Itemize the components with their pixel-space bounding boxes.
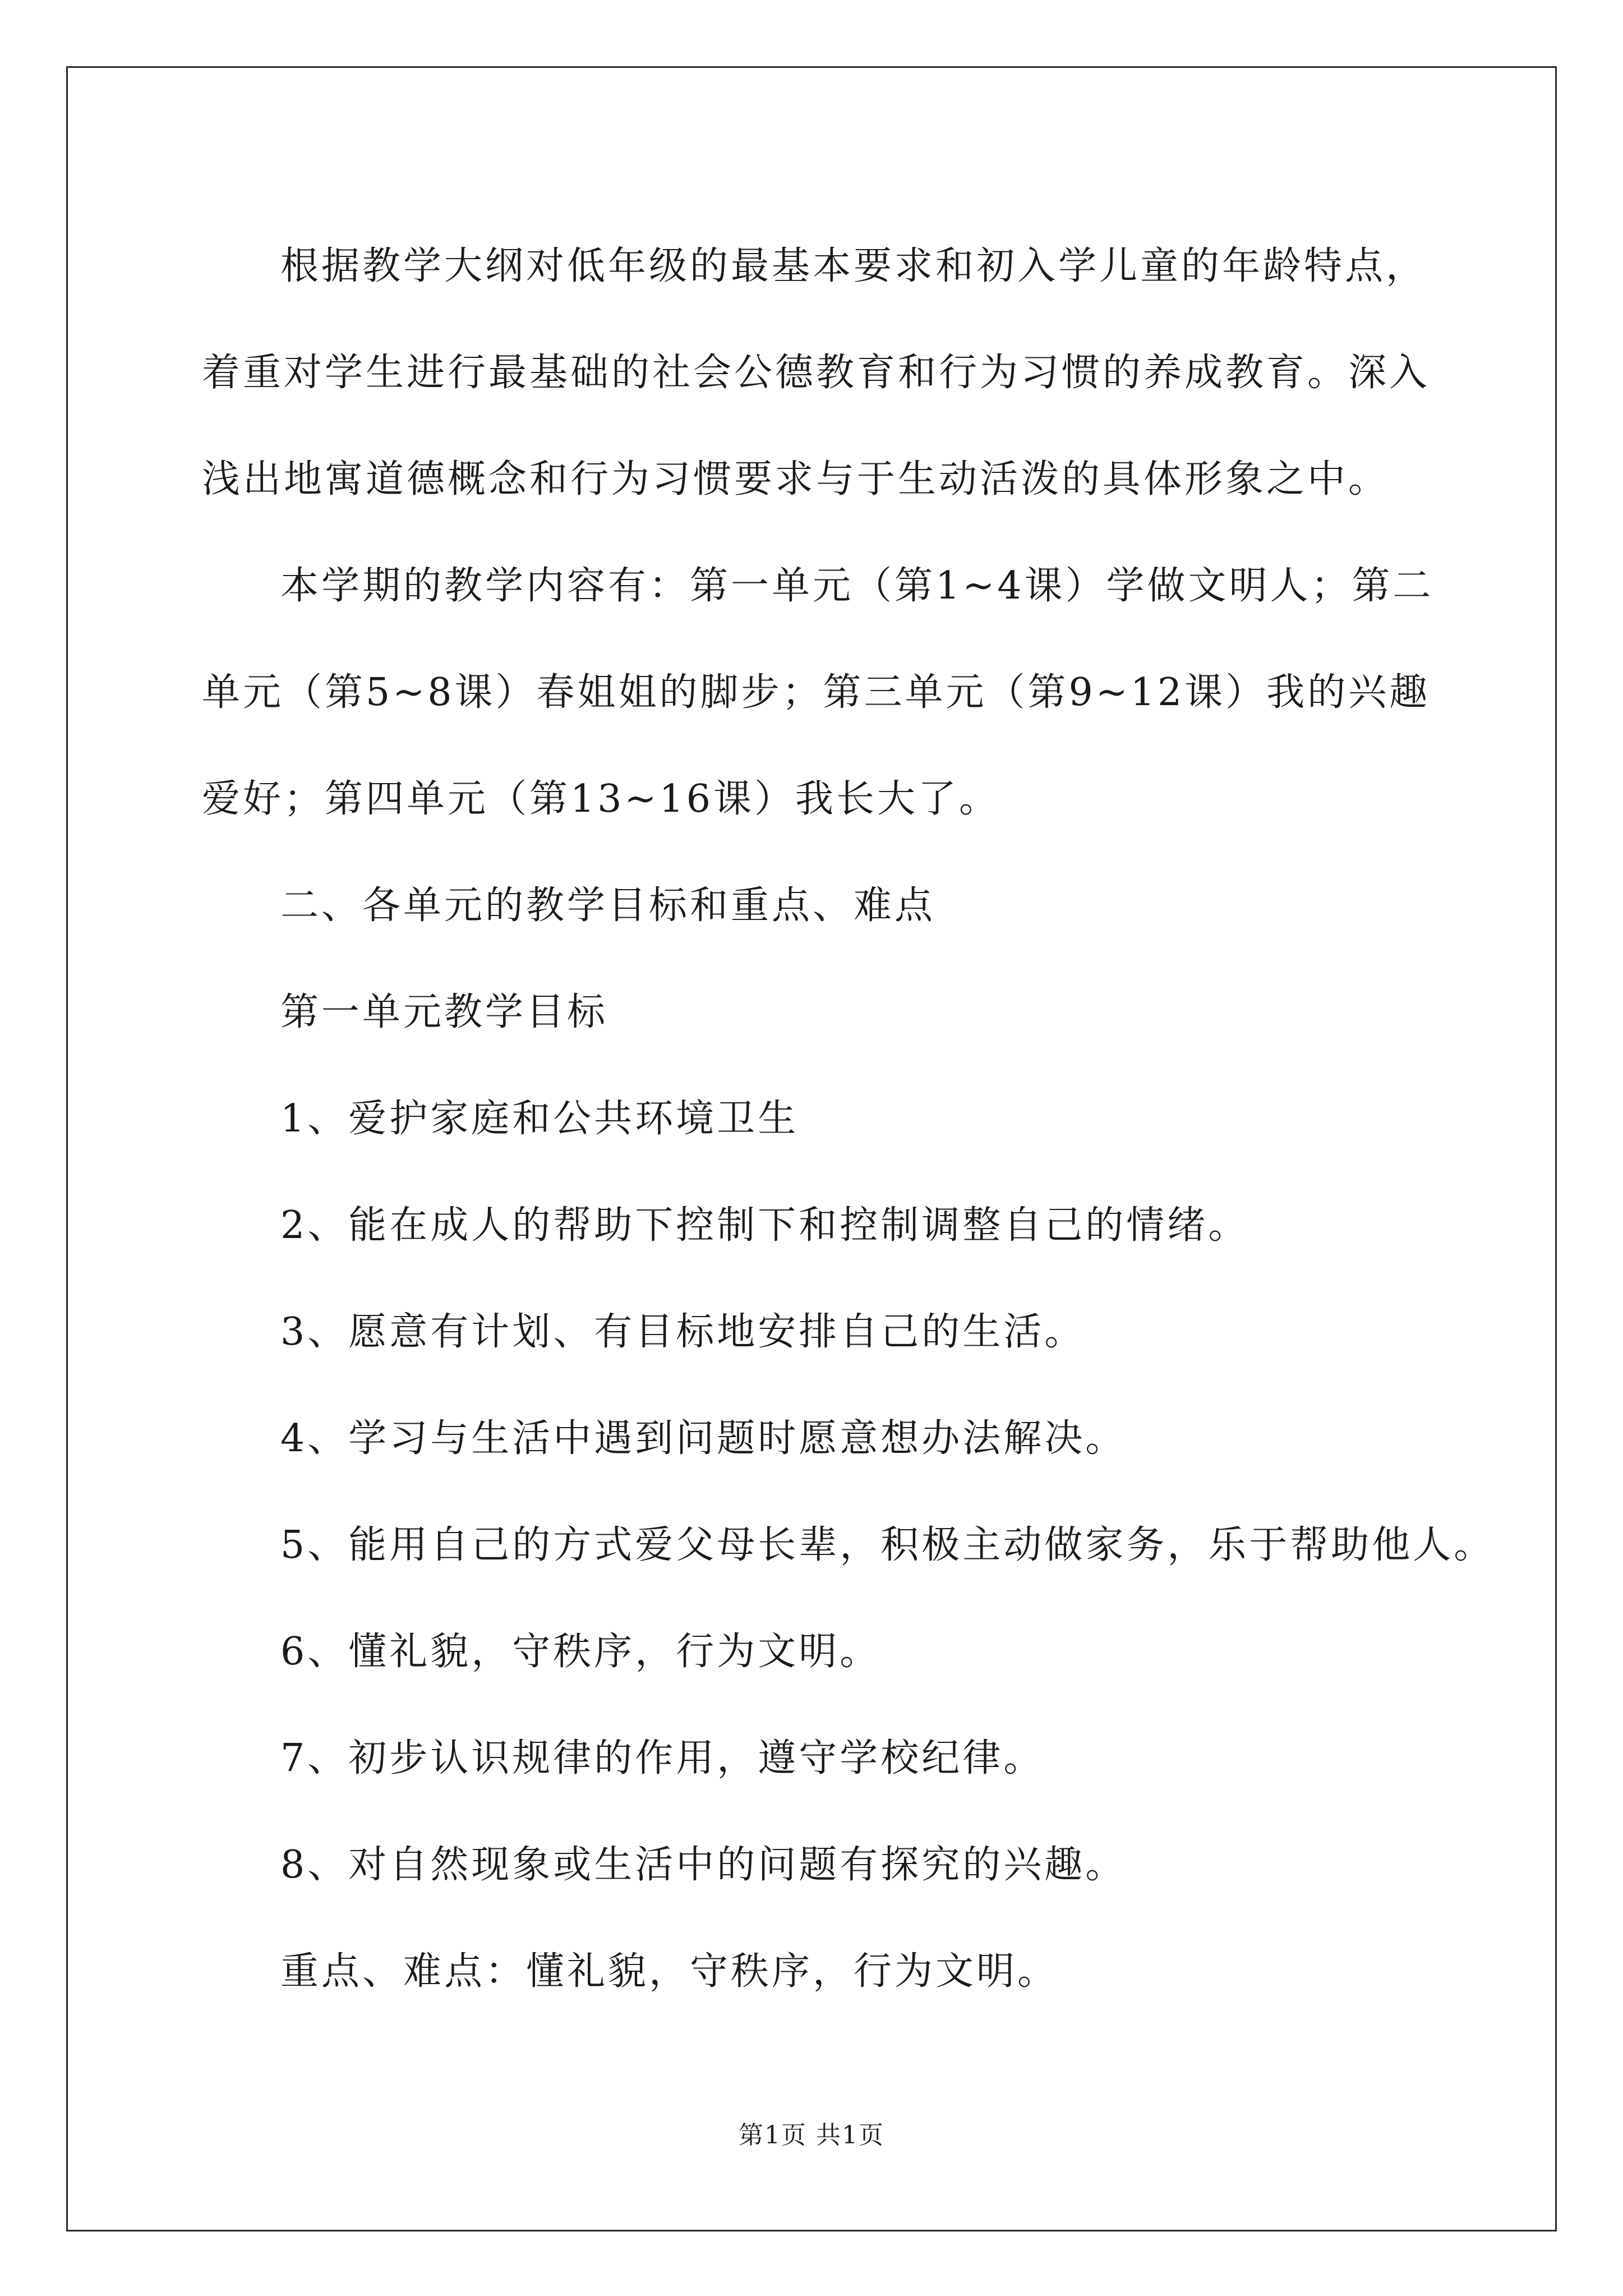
goal-item-5: 5、能用自己的方式爱父母长辈，积极主动做家务，乐于帮助他人。 <box>280 1523 1495 1567</box>
goal-item-6: 6、懂礼貌，守秩序，行为文明。 <box>280 1630 881 1674</box>
content-paragraph: 本学期的教学内容有：第一单元（第1~4课）学做文明人；第二单元（第5~8课）春姐姐的脚步；第三单元（第9~12课）我的兴趣爱好；第四单元（第13~16课）我长大了。 <box>202 564 1434 821</box>
intro-paragraph: 根据教学大纲对低年级的最基本要求和初入学儿童的年龄特点，着重对学生进行最基础的社会公德教育和行为习惯的养成教育。深入浅出地寓道德概念和行为习惯要求与于生动活泼的具体形象之中。 <box>202 244 1431 501</box>
goal-item-8: 8、对自然现象或生活中的问题有探究的兴趣。 <box>280 1843 1127 1887</box>
section-heading: 二、各单元的教学目标和重点、难点 <box>280 884 936 928</box>
unit-heading: 第一单元教学目标 <box>280 990 608 1034</box>
goal-item-7: 7、初步认识规律的作用，遵守学校纪律。 <box>280 1736 1045 1780</box>
goal-item-4: 4、学习与生活中遇到问题时愿意想办法解决。 <box>280 1416 1127 1461</box>
goal-item-2: 2、能在成人的帮助下控制下和控制调整自己的情绪。 <box>280 1203 1249 1248</box>
key-points: 重点、难点：懂礼貌，守秩序，行为文明。 <box>280 1949 1059 1994</box>
document-body <box>202 213 1495 2025</box>
goal-item-1: 1、爱护家庭和公共环境卫生 <box>280 1097 799 1141</box>
goal-item-3: 3、愿意有计划、有目标地安排自己的生活。 <box>280 1310 1086 1354</box>
page-footer: 第1页 共1页 <box>739 2121 884 2150</box>
